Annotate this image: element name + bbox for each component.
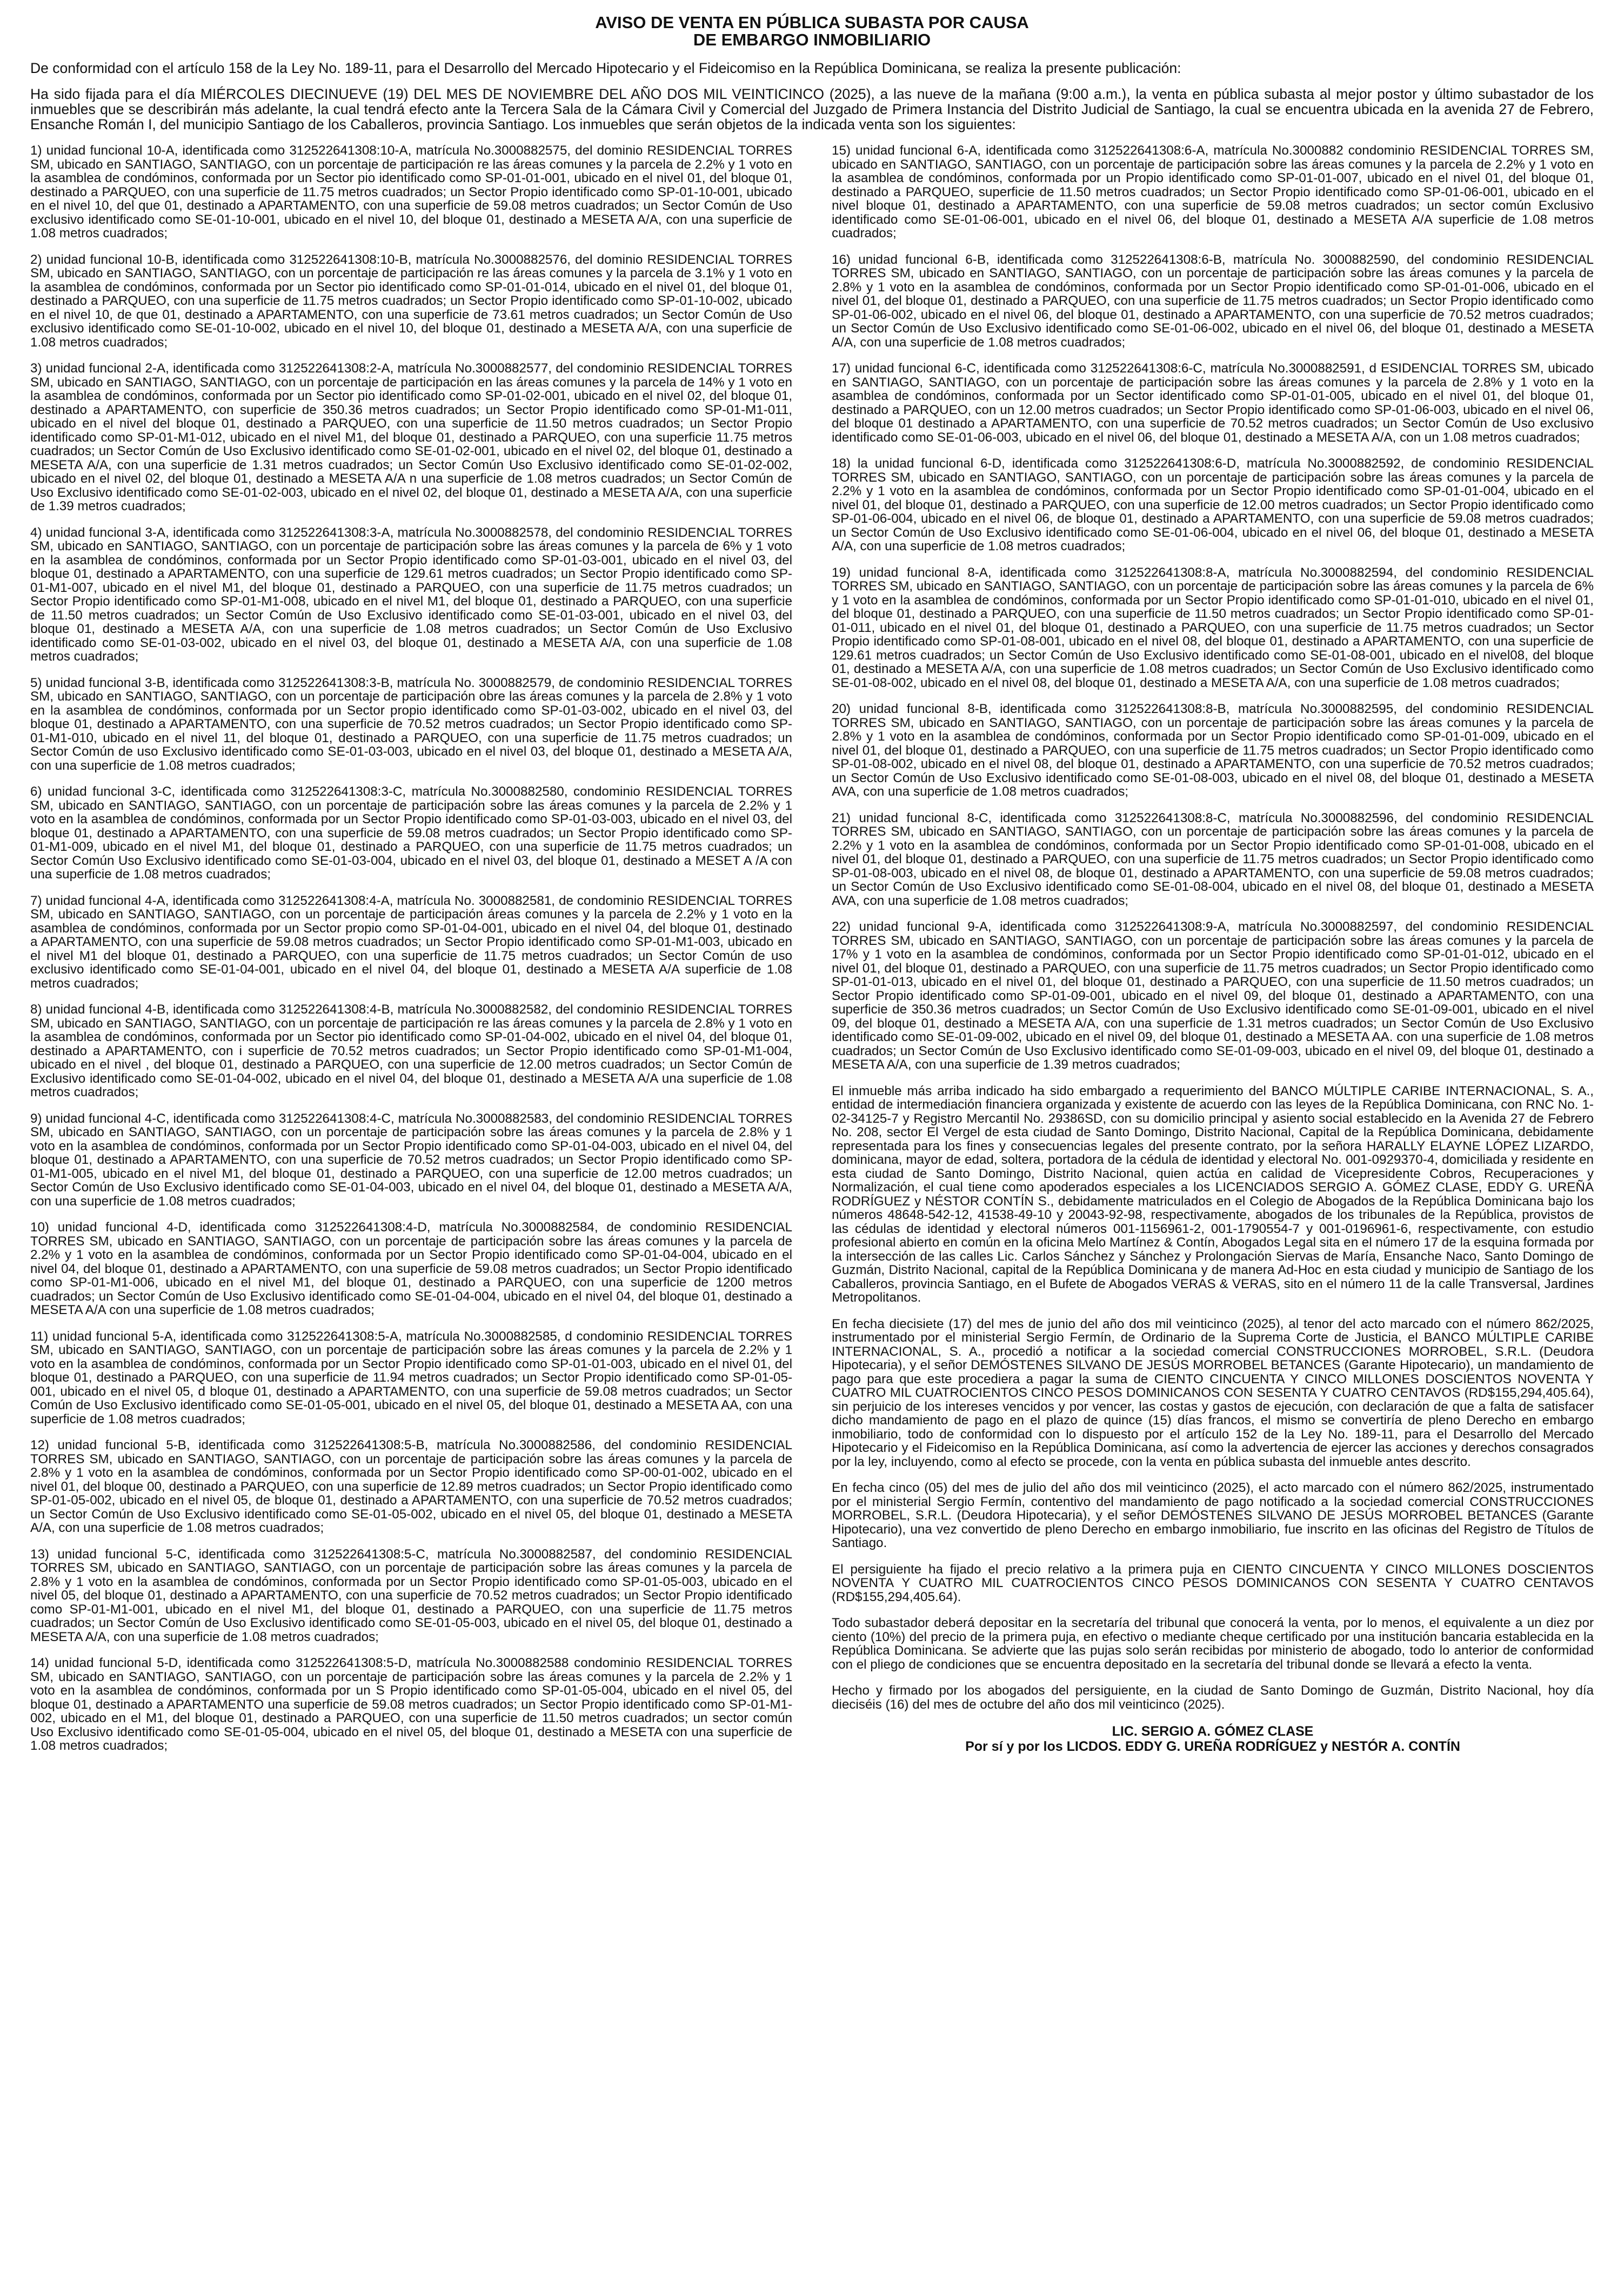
notice-paragraph: El inmueble más arriba indicado ha sido embargado a requerimiento del BANCO MÚLTIPLE CARIBE INTERNACIONAL, S. A., entidad de intermediación financiera organizada y existente de acuerdo con las leyes de la República Dominicana, con RNC No. 1-02-34125-7 y Registro Mercantil No. 29386SD, con su domicilio principal y asiento social establecido en la Avenida 27 de Febrero No. 208, sector El Vergel de esta ciudad de Santo Domingo, Distrito Nacional, Capital de la República Dominicana, debidamente representada para los fines y consecuencias legales del presente contrato, por la señora HARALLY ELAYNE LÓPEZ LIZARDO, dominicana, mayor de edad, soltera, portadora de la cédula de identidad y electoral No. 001-0929370-4, domiciliada y residente en esta ciudad de Santo Domingo, Distrito Nacional, quien actúa en calidad de Vicepresidente Cobros, Recuperaciones y Normalización, el cual tiene como apoderados especiales a los LICENCIADOS SERGIO A. GÓMEZ CLASE, EDDY G. UREÑA RODRÍGUEZ y NÉSTOR CONTÍN S., debidamente matriculados en el Colegio de Abogados de la República Dominicana bajo los números 48648-542-12, 41538-49-10 y 20043-92-98, respectivamente, abogados de los tribunales de la República, provistos de las cédulas de identidad y electoral números 001-1156961-2, 001-1790554-7 y 001-0196961-6, respectivamente, con estudio profesional abierto en común en la oficina Melo Martínez & Contín, Abogados Legal sita en el número 17 de la esquina formada por la intersección de las calles Lic. Carlos Sánchez y Sánchez y Prolongación Siervas de María, Ensanche Naco, Santo Domingo de Guzmán, Distrito Nacional, capital de la República Dominicana y de manera Ad-Hoc en esta ciudad y municipio de Santiago de los Caballeros, provincia Santiago, en el Bufete de Abogados VERAS & VERAS, sito en el número 11 de la calle Transversal, Jardines Metropolitanos. xyxy=(832,1083,1594,1305)
signature-attorneys: Por sí y por los LICDOS. EDDY G. UREÑA RODRÍGUEZ y NESTÓR A. CONTÍN xyxy=(965,1739,1460,1754)
legal-basis-paragraph: De conformidad con el artículo 158 de la Ley No. 189-11, para el Desarrollo del Mercado Hipotecario y el Fideicomiso en la República Dominicana, se realiza la presente publicación: xyxy=(30,60,1181,76)
right-column xyxy=(832,144,1594,1765)
unit-description-paragraph: 12) unidad funcional 5-B, identificada como 312522641308:5-B, matrícula No.3000882586, del condominio RESIDENCIAL TORRES SM, ubicado en SANTIAGO, SANTIAGO, con un porcentaje de participación sobre las áreas comunes y la parcela de 2.8% y 1 voto en la asamblea de condóminos, conformada por un Sector Propio identificado como SP-00-01-002, ubicado en el nivel 01, del bloque 00, destinado a PARQUEO, con una superficie de 12.89 metros cuadrados; un Sector Propio identificado como SP-01-05-002, ubicado en el nivel 05, de bloque 01, destinado a APARTAMENTO, con una superficie de 70.52 metros cuadrados; un Sector Común de Uso Exclusivo identificado como SE-01-05-002, ubicado en el nivel 05, del bloque 01, destinado a MESETA A/A, con una superficie de 1.08 metros cuadrados; xyxy=(30,1438,792,1535)
notice-paragraph: 15) unidad funcional 6-A, identificada como 312522641308:6-A, matrícula No.3000882 condominio RESIDENCIAL TORRES SM, ubicado en SANTIAGO, SANTIAGO, con un porcentaje de participación sobre las áreas comunes y la parcela de 2.2% y 1 voto en la asamblea de condóminos, conformada por un Propio identificado como SP-01-01-007, ubicado en el nivel 01, del bloque 01, destinado a PARQUEO, superficie de 11.50 metros cuadrados; un Sector Propio identificado como SP-01-06-001, ubicado en el nivel bloque 01, destinado a APARTAMENTO, con una superficie de 59.08 metros cuadrados; un sector común Exclusivo identificado como SE-01-06-001, ubicado en el nivel 06, del bloque 01, destinado a MESETA A/A superficie de 1.08 metros cuadrados; xyxy=(832,143,1594,241)
notice-paragraph: Todo subastador deberá depositar en la secretaría del tribunal que conocerá la venta, por lo menos, el equivalente a un diez por ciento (10%) del precio de la primera puja, en efectivo o mediante cheque certificado por una institución bancaria establecida en la República Dominicana. Se advierte que las pujas solo serán recibidas por ministerio de abogado, todo lo anterior de conformidad con el pliego de condiciones que se encuentra depositado en la secretaría del tribunal donde se llevará a efecto la venta. xyxy=(832,1616,1594,1672)
right-column-paragraphs xyxy=(832,144,1594,1711)
notice-paragraph: En fecha diecisiete (17) del mes de junio del año dos mil veinticinco (2025), al tenor del acto marcado con el número 862/2025, instrumentado por el ministerial Sergio Fermín, de Ordinario de la Suprema Corte de Justicia, el BANCO MÚLTIPLE CARIBE INTERNACIONAL, S. A., procedió a notificar a la sociedad comercial CONSTRUCCIONES MORROBEL, S.R.L. (Deudora Hipotecaria), y el señor DEMÓSTENES SILVANO DE JESÚS MORROBEL BETANCES (Garante Hipotecario), un mandamiento de pago para que este procediera a pagar la suma de CIENTO CINCUENTA Y CINCO MILLONES DOSCIENTOS NOVENTA Y CUATRO MIL CUATROCIENTOS CINCO PESOS DOMINICANOS CON SESENTA Y CUATRO CENTAVOS (RD$155,294,405.64), sin perjuicio de los intereses vencidos y por vencer, las costas y gastos de ejecución, con declaración de que a falta de satisfacer dicho mandamiento de pago en el plazo de quince (15) días francos, el mismo se convertiría de pleno Derecho en embargo inmobiliario, todo de conformidad con lo dispuesto por el artículo 152 de la Ley No. 189-11, para el Desarrollo del Mercado Hipotecario y el Fideicomiso en la República Dominicana, así como la advertencia de ejercer las acciones y derechos consagrados por la ley, incluyendo, como al efecto se procede, con la venta en pública subasta del inmueble antes descrito. xyxy=(832,1316,1594,1469)
unit-description-paragraph: 14) unidad funcional 5-D, identificada como 312522641308:5-D, matrícula No.3000882588 condominio RESIDENCIAL TORRES SM, ubicado en SANTIAGO, SANTIAGO, con un porcentaje de participación sobre las áreas comunes y la parcela de 2.2% y 1 voto en la asamblea de condóminos, conformada por un S Propio identificado como SP-01-05-004, ubicado en el nivel 05, del bloque 01, destinado a APARTAMENTO una superficie de 59.08 metros cuadrados; un Sector Propio identificado como SP-01-M1-002, ubicado en el M1, del bloque 01, destinado a PARQUEO, con una superficie de 11.50 metros cuadrados; un sector común Uso Exclusivo identificado como SE-01-05-004, ubicado en el nivel 05, del bloque 01, destinado a MESETA con una superficie de 1.08 metros cuadrados; xyxy=(30,1656,792,1753)
notice-paragraph: Hecho y firmado por los abogados del persiguiente, en la ciudad de Santo Domingo de Guzmán, Distrito Nacional, hoy día dieciséis (16) del mes de octubre del año dos mil veinticinco (2025). xyxy=(832,1683,1594,1712)
unit-description-paragraph: 1) unidad funcional 10-A, identificada como 312522641308:10-A, matrícula No.3000882575, del dominio RESIDENCIAL TORRES SM, ubicado en SANTIAGO, SANTIAGO, con un porcentaje de participación re las áreas comunes y la parcela de 2.2% y 1 voto en la asamblea de condóminos, conformada por un Sector pio identificado como SP-01-01-001, ubicado en el nivel 01, del bloque 01, destinado a PARQUEO, con una superficie de 11.75 metros cuadrados; un Sector Propio identificado como SP-01-10-001, ubicado en el nivel 10, del que 01, destinado a APARTAMENTO, con una superficie de 59.08 metros cuadrados; un Sector Común de Uso exclusivo identificado como SE-01-10-001, ubicado en el nivel 10, del bloque 01, destinado a MESETA A/A, con una superficie de 1.08 metros cuadrados; xyxy=(30,143,792,241)
signature-name: LIC. SERGIO A. GÓMEZ CLASE xyxy=(1112,1724,1314,1739)
notice-paragraph: 16) unidad funcional 6-B, identificada como 312522641308:6-B, matrícula No. 3000882590, del condominio RESIDENCIAL TORRES SM, ubicado en SANTIAGO, SANTIAGO, con un porcentaje de participación sobre las áreas comunes y la parcela de 2.8% y 1 voto en la asamblea de condóminos, conformada por un Sector Propio identificado como SP-01-01-006, ubicado en el nivel 01, del bloque 01, destinado a PARQUEO, con una superficie de 11.75 metros cuadrados; un Sector Propio identificado como SP-01-06-002, ubicado en el nivel 06, del bloque 01, destinado a APARTAMENTO, con una superficie de 70.52 metros cuadrados; un Sector Común de Uso Exclusivo identificado como SE-01-06-002, ubicado en el nivel 06, del bloque 01, destinado a MESETA A/A, con una superficie de 1.08 metros cuadrados; xyxy=(832,252,1594,350)
unit-description-paragraph: 9) unidad funcional 4-C, identificada como 312522641308:4-C, matrícula No.3000882583, del condominio RESIDENCIAL TORRES SM, ubicado en SANTIAGO, SANTIAGO, con un porcentaje de participación sobre las áreas comunes y la parcela de 2.8% y 1 voto en la asamblea de condóminos, conformada por un Sector Propio identificado como SP-01-04-003, ubicado en el nivel 04, del bloque 01, destinado a APARTAMENTO, con una superficie de 70.52 metros cuadrados; un Sector Propio identificado como SP-01-M1-005, ubicado en el nivel M1, del bloque 01, destinado a PARQUEO, con una superficie de 12.00 metros cuadrados; un Sector Común de Uso Exclusivo identificado como SE-01-04-003, ubicado en el nivel 04, del bloque 01, destinado a MESETA A/A, con una superficie de 1.08 metros cuadrados; xyxy=(30,1111,792,1209)
notice-paragraph: 21) unidad funcional 8-C, identificada como 312522641308:8-C, matrícula No.3000882596, del condominio RESIDENCIAL TORRES SM, ubicado en SANTIAGO, SANTIAGO, con un porcentaje de participación sobre las áreas comunes y la parcela de 2.2% y 1 voto en la asamblea de condóminos, conformada por un Sector Propio identificado como SP-01-01-008, ubicado en el nivel 01, del bloque 01, destinado a PARQUEO, con una superficie de 11.75 metros cuadrados; un Sector Propio identificado como SP-01-08-003, ubicado en el nivel 08, de bloque 01, destinado a APARTAMENTO, con una superficie de 59.08 metros cuadrados; un Sector Común de Uso Exclusivo identificado como SE-01-08-004, ubicado en el nivel 08, del bloque 01, destinado a MESETA AVA, con una superficie de 1.08 metros cuadrados; xyxy=(832,810,1594,908)
unit-description-paragraph: 8) unidad funcional 4-B, identificada como 312522641308:4-B, matrícula No.3000882582, del condominio RESIDENCIAL TORRES SM, ubicado en SANTIAGO, SANTIAGO, con un porcentaje de participación re las áreas comunes y la parcela de 2.8% y 1 voto en la asamblea de condóminos, conformada por un Sector pio identificado como SP-01-04-002, ubicado en el nivel 04, del bloque 01, destinado a APARTAMENTO, con i superficie de 70.52 metros cuadrados; un Sector Propio identificado como SP-01-M1-004, ubicado en el nivel , del bloque 01, destinado a PARQUEO, con una superficie de 12.00 metros cuadrados; un Sector Común de Exclusivo identificado como SE-01-04-002, ubicado en el nivel 04, del bloque 01, destinado a MESETA A/A una superficie de 1.08 metros cuadrados; xyxy=(30,1002,792,1099)
signature-block xyxy=(832,1724,1594,1754)
unit-description-paragraph: 5) unidad funcional 3-B, identificada como 312522641308:3-B, matrícula No. 3000882579, de condominio RESIDENCIAL TORRES SM, ubicado en SANTIAGO, SANTIAGO, con un porcentaje de participación obre las áreas comunes y la parcela de 2.8% y 1 voto en la asamblea de condóminos, conformada por un Sector propio identificado como SP-01-03-002, ubicado en el nivel 03, del bloque 01, destinado a APARTAMENTO, con una superficie de 70.52 metros cuadrados; un Sector Propio identificado como SP-01-M1-010, ubicado en el nivel 11, del bloque 01, destinado a PARQUEO, con una superficie de 11.75 metros cuadrados; un Sector Común de uso Exclusivo identificado como SE-01-03-003, ubicado en el nivel 03, del bloque 01, destinado a MESETA A/A, con una superficie de 1.08 metros cuadrados; xyxy=(30,675,792,773)
notice-paragraph: 22) unidad funcional 9-A, identificada como 312522641308:9-A, matrícula No.3000882597, del condominio RESIDENCIAL TORRES SM, ubicado en SANTIAGO, SANTIAGO, con un porcentaje de participación sobre las áreas comunes y la parcela de 17% y 1 voto en la asamblea de condóminos, conformada por un Sector Propio identificado como SP-01-01-012, ubicado en el nivel 01, del bloque 01, destinado a PARQUEO, con una superficie de 11.75 metros cuadrados; un Sector Propio identificado como SP-01-01-013, ubicado en el nivel 01, del bloque 01, destinado a PARQUEO, con una superficie de 11.50 metros cuadrados; un Sector Propio identificado como SP-01-09-001, ubicado en el nivel 09, del bloque 01, destinado a APARTAMENTO, con una superficie de 350.36 metros cuadrados; un Sector Común de Uso Exclusivo identificado como SE-01-09-001, ubicado en el nivel 09, del bloque 01, destinado a MESETA A/A, con una superficie de 1.31 metros cuadrados; un Sector Común de Uso Exclusivo identificado como SE-01-09-002, ubicado en el nivel 09, del bloque 01, destinado a MESETA AA. con una superficie de 1.08 metros cuadrados; un Sector Común de Uso Exclusivo identificado como SE-01-09-003, ubicado en el nivel 09, del bloque 01, destinado a MESETA A/A, con una superficie de 1.39 metros cuadrados; xyxy=(832,919,1594,1072)
notice-paragraph: 18) la unidad funcional 6-D, identificada como 312522641308:6-D, matrícula No.3000882592, de condominio RESIDENCIAL TORRES SM, ubicado en SANTIAGO, SANTIAGO, con un porcentaje de participación sobre las áreas comunes y la parcela de 2.2% y 1 voto en la asamblea de condóminos, conformada por un Sector Propio identificado como SP-01-01-004, ubicado en el nivel 01, del bloque 01, destinado a PARQUEO, con una superficie de 12.00 metros cuadrados; un Sector Propio identificado como SP-01-06-004, ubicado en el nivel 06, de bloque 01, destinado a APARTAMENTO, con una superficie de 59.08 metros cuadrados; un Sector Común de Uso Exclusivo identificado como SE-01-06-004, ubicado en el nivel 06, del bloque 01, destinado a MESETA A/A, con una superficie de 1.08 metros cuadrados; xyxy=(832,456,1594,554)
unit-description-paragraph: 10) unidad funcional 4-D, identificada como 312522641308:4-D, matrícula No.3000882584, de condominio RESIDENCIAL TORRES SM, ubicado en SANTIAGO, SANTIAGO, con un porcentaje de participación sobre las áreas comunes y la parcela de 2.2% y 1 voto en la asamblea de condóminos, conformada por un Sector Propio identificado como SP-01-04-004, ubicado en el nivel 04, del bloque 01, destinado a APARTAMENTO, con una superficie de 59.08 metros cuadrados; un Sector Propio identificado como SP-01-M1-006, ubicado en el nivel M1, del bloque 01, destinado a PARQUEO, con una superficie de 1200 metros cuadrados; un Sector Común de Uso Exclusivo identificado como SE-01-04-004, ubicado en el nivel 04, del bloque 01, destinado a MESETA A/A con una superficie de 1.08 metros cuadrados; xyxy=(30,1220,792,1317)
auction-date-paragraph: Ha sido fijada para el día MIÉRCOLES DIECINUEVE (19) DEL MES DE NOVIEMBRE DEL AÑO DOS MIL VEINTICINCO (2025), a las nueve de la mañana (9:00 a.m.), la venta en pública subasta al mejor postor y último subastador de los inmuebles que se describirán más adelante, la cual tendrá efecto ante la Tercera Sala de la Cámara Civil y Comercial del Juzgado de Primera Instancia del Distrito Judicial de Santiago, la cual se encuentra ubicada en la avenida 27 de Febrero, Ensanche Román I, del municipio Santiago de los Caballeros, provincia Santiago. Los inmuebles que serán objetos de la indicada venta son los siguientes: xyxy=(30,86,1594,132)
notice-title xyxy=(30,14,1594,49)
unit-description-paragraph: 2) unidad funcional 10-B, identificada como 312522641308:10-B, matrícula No.3000882576, del dominio RESIDENCIAL TORRES SM, ubicado en SANTIAGO, SANTIAGO, con un porcentaje de participación re las áreas comunes y la parcela de 3.1% y 1 voto en la asamblea de condóminos, conformada por un Sector pio identificado como SP-01-01-014, ubicado en el nivel 01, del bloque 01, destinado a PARQUEO, con una superficie de 11.75 metros cuadrados; un Sector Propio identificado como SP-01-10-002, ubicado en el nivel 10, de que 01, destinado a APARTAMENTO, con una superficie de 73.61 metros cuadrados; un Sector Común de Uso exclusivo identificado como SE-01-10-002, ubicado en el nivel 10, del bloque 01, destinado a MESETA A/A, con una superficie de 1.08 metros cuadrados; xyxy=(30,252,792,350)
unit-description-paragraph: 3) unidad funcional 2-A, identificada como 312522641308:2-A, matrícula No.3000882577, del condominio RESIDENCIAL TORRES SM, ubicado en SANTIAGO, SANTIAGO, con un porcentaje de participación en las áreas comunes y la parcela de 14% y 1 voto en la asamblea de condóminos, conformada por un Sector pio identificado como SP-01-02-001, ubicado en el nivel 02, del bloque 01, destinado a APARTAMENTO, con superficie de 350.36 metros cuadrados; un Sector Propio identificado como SP-01-M1-011, ubicado en el nivel del bloque 01, destinado a PARQUEO, con una superficie de 11.50 metros cuadrados; un Sector Propio identificado como SP-01-M1-012, ubicado en el nivel M1, del bloque 01, destinado a PARQUEO, con una superficie 11.75 metros cuadrados; un Sector Común de Uso Exclusivo identificado como SE-01-02-001, ubicado en el nivel 02, del bloque 01, destinado a MESETA A/A, con una superficie de 1.31 metros cuadrados; un Sector Común Uso Exclusivo identificado como SE-01-02-002, ubicado en el nivel 02, del bloque 01, destinado a MESETA A/A n una superficie de 1.08 metros cuadrados; un Sector Común de Uso Exclusivo identificado como SE-01-02-003, ubicado en el nivel 02, del bloque 01, destinado a MESETA A/A, con una superficie de 1.39 metros cuadrados; xyxy=(30,361,792,514)
notice-paragraph: El persiguiente ha fijado el precio relativo a la primera puja en CIENTO CINCUENTA Y CINCO MILLONES DOSCIENTOS NOVENTA Y CUATRO MIL CUATROCIENTOS CINCO PESOS DOMINICANOS CON SESENTA Y CUATRO CENTAVOS (RD$155,294,405.64). xyxy=(832,1562,1594,1604)
unit-description-paragraph: 7) unidad funcional 4-A, identificada como 312522641308:4-A, matrícula No. 3000882581, de condominio RESIDENCIAL TORRES SM, ubicado en SANTIAGO, SANTIAGO, con un porcentaje de participación áreas comunes y la parcela de 2.2% y 1 voto en la asamblea de condóminos, conformada por un Sector propio como SP-01-04-001, ubicado en el nivel 04, del bloque 01, destinado a APARTAMENTO, con una superficie de 59.08 metros cuadrados; un Sector Propio identificado como SP-01-M1-003, ubicado en el nivel M1 del bloque 01, destinado a PARQUEO, con una superficie de 11.75 metros cuadrados; un Sector Común de uso exclusivo identificado como SE-01-04-001, ubicado en el nivel 04, del bloque 01, destinado a MESETA A/A superficie de 1.08 metros cuadrados; xyxy=(30,893,792,991)
notice-body-columns xyxy=(30,144,1594,1765)
notice-title-line-2: DE EMBARGO INMOBILIARIO xyxy=(693,30,931,49)
notice-paragraph: En fecha cinco (05) del mes de julio del año dos mil veinticinco (2025), el acto marcado con el número 862/2025, instrumentado por el ministerial Sergio Fermín, contentivo del mandamiento de pago notificado a la sociedad comercial CONSTRUCCIONES MORROBEL, S.R.L. (Deudora Hipotecaria), y el señor DEMÓSTENES SILVANO DE JESÚS MORROBEL BETANCES (Garante Hipotecario), una vez convertido de pleno Derecho en embargo inmobiliario, fue inscrito en las oficinas del Registro de Títulos de Santiago. xyxy=(832,1481,1594,1550)
unit-description-paragraph: 6) unidad funcional 3-C, identificada como 312522641308:3-C, matrícula No.3000882580, condominio RESIDENCIAL TORRES SM, ubicado en SANTIAGO, SANTIAGO, con un porcentaje de participación sobre las áreas comunes y la parcela de 2.2% y 1 voto en la asamblea de condóminos, conformada por un Sector Propio identificado como SP-01-03-003, ubicado en el nivel 03, del bloque 01, destinado a APARTAMENTO, con una superficie de 59.08 metros cuadrados; un Sector Propio identificado como SP-01-M1-009, ubicado en el nivel M1, del bloque 01, destinado a PARQUEO, con una superficie de 11.75 metros cuadrados; un Sector Común Uso Exclusivo identificado como SE-01-03-004, ubicado en el nivel 03, del bloque 01, destinado a MESET A /A con una superficie de 1.08 metros cuadrados; xyxy=(30,784,792,882)
notice-paragraph: 17) unidad funcional 6-C, identificada como 312522641308:6-C, matrícula No.3000882591, d ESIDENCIAL TORRES SM, ubicado en SANTIAGO, SANTIAGO, con un porcentaje de participación sobre las áreas comunes y la parcela de 2.8% y 1 voto en la asamblea de condóminos, conformada por un Sector identificado como SP-01-01-005, ubicado en el nivel 01, del bloque 01, destinado a PARQUEO, con un 12.00 metros cuadrados; un Sector Propio identificado como SP-01-06-003, ubicado en el nivel 06, del bloque 01 destinado a APARTAMENTO, con una superficie de 70.52 metros cuadrados; un Sector Común de Uso exclusivo identificado como SE-01-06-003, ubicado en el nivel 06, del bloque 01, destinado a MESETA A/A, con un 1.08 metros cuadrados; xyxy=(832,361,1594,445)
left-column xyxy=(30,144,792,1765)
unit-description-paragraph: 11) unidad funcional 5-A, identificada como 312522641308:5-A, matrícula No.3000882585, d condominio RESIDENCIAL TORRES SM, ubicado en SANTIAGO, SANTIAGO, con un porcentaje de participación sobre las áreas comunes y la parcela de 2.2% y 1 voto en la asamblea de condóminos, conformada por un Sector Propio identificado como SP-01-01-003, ubicado en el nivel 01, del bloque 01, destinado a PARQUEO, con una superficie de 11.94 metros cuadrados; un Sector Propio identificado como SP-01-05-001, ubicado en el nivel 05, d bloque 01, destinado a APARTAMENTO, con una superficie de 59.08 metros cuadrados; un Sector Común de Uso Exclusivo identificado como SE-01-05-001, ubicado en el nivel 05, del bloque 01, destinado a MESETA AA, con una superficie de 1.08 metros cuadrados; xyxy=(30,1329,792,1427)
notice-title-line-1: AVISO DE VENTA EN PÚBLICA SUBASTA POR CAUSA xyxy=(595,13,1029,32)
notice-paragraph: 20) unidad funcional 8-B, identificada como 312522641308:8-B, matrícula No.3000882595, del condominio RESIDENCIAL TORRES SM, ubicado en SANTIAGO, SANTIAGO, con un porcentaje de participación sobre las áreas comunes y la parcela de 2.8% y 1 voto en la asamblea de condóminos, conformada por un Sector Propio identificado como SP-01-01-009, ubicado en el nivel 01, del bloque 01, destinado a PARQUEO, con una superficie de 11.75 metros cuadrados; un Sector Propio identificado como SP-01-08-002, ubicado en el nivel 08, del bloque 01, destinado a APARTAMENTO, con una superficie de 70.52 metros cuadrados; un Sector Común de Uso Exclusivo identificado como SE-01-08-003, ubicado en el nivel 08, del bloque 01, destinado a MESETA AVA, con una superficie de 1.08 metros cuadrados; xyxy=(832,702,1594,799)
unit-description-paragraph: 4) unidad funcional 3-A, identificada como 312522641308:3-A, matrícula No.3000882578, del condominio RESIDENCIAL TORRES SM, ubicado en SANTIAGO, SANTIAGO, con un porcentaje de participación sobre las áreas comunes y la parcela de 6% y 1 voto en la asamblea de condóminos, conformada por un Sector Propio identificado como SP-01-03-001, ubicado en el nivel 03, del bloque 01, destinado a APARTAMENTO, con una superficie de 129.61 metros cuadrados; un Sector Propio identificado como SP-01-M1-007, ubicado en el nivel M1, del bloque 01, destinado a PARQUEO, con una superficie de 11.75 metros cuadrados; un Sector Propio identificado como SP-01-M1-008, ubicado en el nivel M1, del bloque 01, destinado a PARQUEO, con una superficie de 11.50 metros cuadrados; un Sector Común de Uso Exclusivo identificado como SE-01-03-001, ubicado en el nivel 03, del bloque 01, destinado a MESETA A/A, con una superficie de 1.08 metros cuadrados; un Sector Común de Uso Exclusivo identificado como SE-01-03-002, ubicado en el nivel 03, del bloque 01, destinado a MESETA A/A, con una superficie de 1.08 metros cuadrados; xyxy=(30,525,792,664)
unit-description-paragraph: 13) unidad funcional 5-C, identificada como 312522641308:5-C, matrícula No.3000882587, del condominio RESIDENCIAL TORRES SM, ubicado en SANTIAGO, SANTIAGO, con un porcentaje de participación sobre las áreas comunes y la parcela de 2.8% y 1 voto en la asamblea de condóminos, conformada por un Sector Propio identificado como SP-01-05-003, ubicado en el nivel 05, del bloque 01, destinado a APARTAMENTO, con una superficie de 70.52 metros cuadrados; un Sector Propio identificado como SP-01-M1-001, ubicado en el nivel M1, del bloque 01, destinado a PARQUEO, con una superficie de 11.75 metros cuadrados; un Sector Común de Uso Exclusivo identificado como SE-01-05-003, ubicado en el nivel 05, del bloque 01, destinado a MESETA A/A, con una superficie de 1.08 metros cuadrados; xyxy=(30,1547,792,1644)
notice-paragraph: 19) unidad funcional 8-A, identificada como 312522641308:8-A, matrícula No.3000882594, del condominio RESIDENCIAL TORRES SM, ubicado en SANTIAGO, SANTIAGO, con un porcentaje de participación sobre las áreas comunes y la parcela de 6% y 1 voto en la asamblea de condóminos, conformada por un Sector Propio identificado como SP-01-01-010, ubicado en el nivel 01, del bloque 01, destinado a PARQUEO, con una superficie de 11.50 metros cuadrados; un Sector Propio identificado como SP-01-01-011, ubicado en el nivel 01, del bloque 01, destinado a PARQUEO, con una superficie de 11.75 metros cuadrados; un Sector Propio identificado como SP-01-08-001, ubicado en el nivel 08, del bloque 01, destinado a APARTAMENTO, con una superficie de 129.61 metros cuadrados; un Sector Común de Uso Exclusivo identificado como SE-01-08-001, ubicado en el nivel08, del bloque 01, destinado a MESETA A/A, con una superficie de 1.08 metros cuadrados; un Sector Común de Uso Exclusivo identificado como SE-01-08-002, ubicado en el nivel 08, del bloque 01, destinado a MESETA A/A, con una superficie de 1.08 metros cuadrados; xyxy=(832,565,1594,690)
